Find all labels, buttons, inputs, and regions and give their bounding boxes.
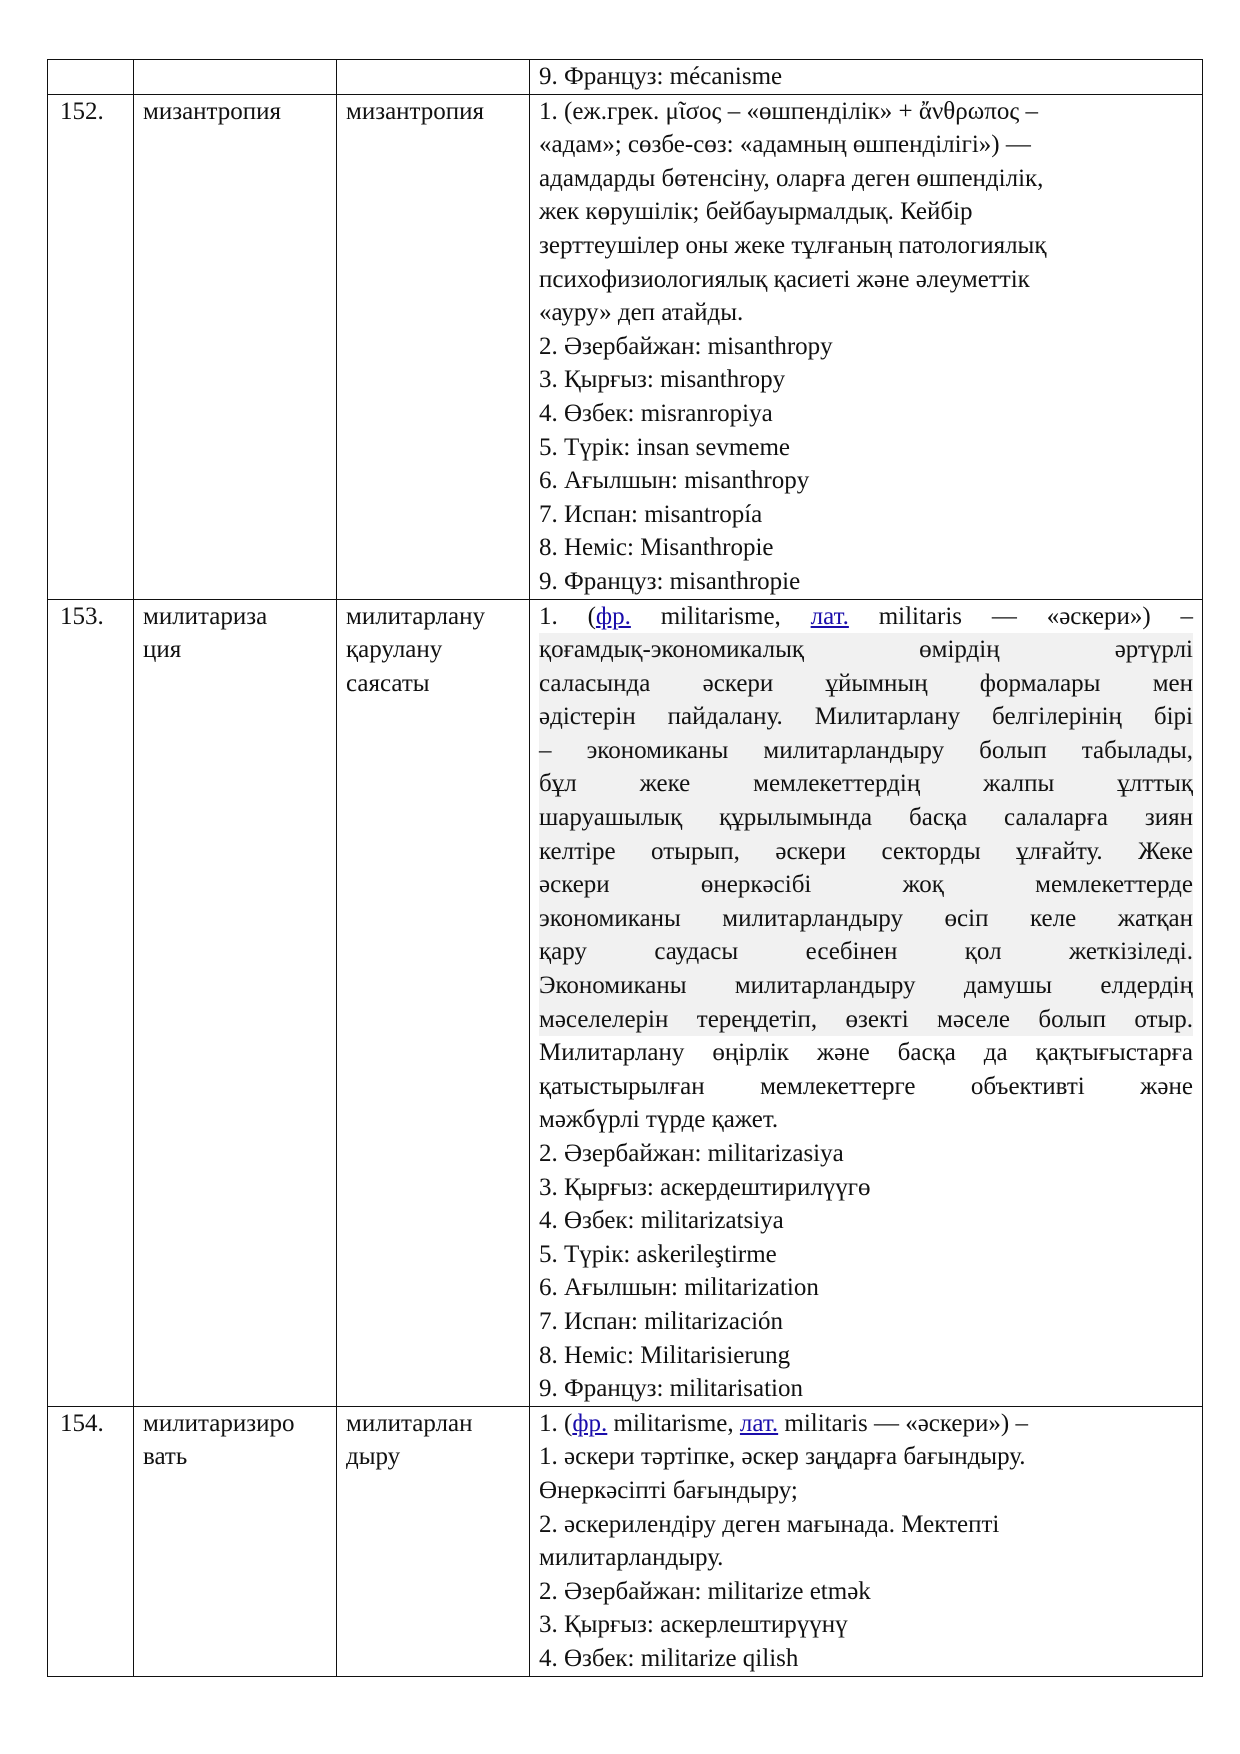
term-russian (134, 599, 337, 1406)
table-row (48, 1406, 1203, 1676)
definition-line: психофизиологиялық қасиеті және әлеуметтік (539, 265, 1030, 293)
definition-first-line: 1. (фр. militarisme, лат. militaris — «әскери») – (539, 602, 1194, 630)
definition-line: Милитарлану өңірлік және басқа да қақтығыстарға (539, 1039, 1193, 1067)
definition-line: 7. Испан: misantropía (539, 500, 763, 528)
definition-line: әскери өнеркәсібі жоқ мемлекеттерде (539, 868, 1193, 902)
definition-line: 7. Испан: militarización (539, 1307, 784, 1335)
term-russian (134, 94, 337, 599)
term-kazakh-line: дыру (346, 1443, 401, 1471)
term-kazakh-line: қарулану (346, 636, 443, 664)
definition-line: шаруашылық құрылымында басқа салаларға зиян (539, 801, 1193, 835)
term-kazakh-line: милитарлан (346, 1409, 473, 1437)
source-word: militaris — (878, 602, 1017, 630)
term-kazakh-line: мизантропия (346, 97, 485, 125)
definition-line: саласында әскери ұйымның формалары мен (539, 667, 1193, 701)
link-latin[interactable]: лат. (810, 602, 849, 630)
definition-line: 5. Түрік: insan sevmeme (539, 433, 790, 461)
dictionary-table-body (48, 60, 1203, 1677)
source-word: «әскери») – (1046, 602, 1194, 630)
definition-line: 4. Өзбек: militarize qilish (539, 1644, 799, 1672)
definition-line: адамдарды бөтенсіну, оларға деген өшпенділік, (539, 164, 1044, 192)
definition-line: 2. Әзербайжан: militarizasiya (539, 1140, 844, 1167)
definition-line: қоғамдық-экономикалық өмірдің әртүрлі (539, 633, 1193, 667)
definition-line: 8. Неміс: Misanthropie (539, 534, 774, 562)
definition-line: 2. Әзербайжан: militarize etmək (539, 1577, 871, 1605)
term-russian (134, 60, 337, 95)
link-french[interactable]: фр. (572, 1409, 608, 1437)
definition-line: 6. Ағылшын: militarization (539, 1274, 819, 1302)
definition-line: 6. Ағылшын: misanthropy (539, 467, 810, 495)
definition-line: қатыстырылған мемлекеттерге объективті және (539, 1072, 1193, 1100)
definition-line: Экономиканы милитарландыру дамушы елдердің (539, 969, 1193, 1003)
definition-line: қару саудасы есебінен қол жеткізіледі. (539, 935, 1193, 969)
entry-number (48, 60, 134, 95)
definition-prefix: 1. ( (539, 1409, 573, 1437)
definition-line: 9. Француз: militarisation (539, 1375, 803, 1403)
definition-line: милитарландыру. (539, 1544, 724, 1572)
term-kazakh (337, 94, 530, 599)
link-latin[interactable]: лат. (739, 1409, 779, 1437)
definition-line: «ауру» деп атайды. (539, 299, 744, 327)
entry-number: 154. (48, 1406, 134, 1676)
term-kazakh-line: милитарлану (346, 602, 486, 630)
table-row (48, 94, 1203, 599)
entry-definition (530, 94, 1203, 599)
definition-line: 1. әскери тәртіпке, әскер заңдарға бағындыру. (539, 1443, 1026, 1471)
definition-line: 3. Қырғыз: аскерлештирүүнү (539, 1611, 848, 1639)
term-russian-line: милитаризиро (143, 1409, 295, 1437)
definition-line: 4. Өзбек: militarizatsiya (539, 1207, 784, 1235)
source-word: militaris — «әскери») – (778, 1409, 1028, 1437)
entry-definition (530, 60, 1203, 95)
definition-line: 3. Қырғыз: аскердештирилүүгө (539, 1173, 871, 1201)
entry-definition (530, 1406, 1203, 1676)
term-kazakh (337, 599, 530, 1406)
definition-line: бұл жеке мемлекеттердің жалпы ұлттық (539, 767, 1193, 801)
definition-line: мәселелерін тереңдетіп, өзекті мәселе болып отыр. (539, 1003, 1193, 1037)
definition-first-line (539, 1407, 1193, 1441)
definition-line: 3. Қырғыз: misanthropy (539, 366, 786, 394)
definition-line: 4. Өзбек: misranropiya (539, 399, 773, 427)
term-russian-line: ция (143, 636, 182, 664)
source-word: militarisme, (660, 602, 781, 630)
definition-line: «адам»; сөзбе-сөз: «адамның өшпенділігі») — (539, 131, 1031, 159)
entry-number: 152. (48, 94, 134, 599)
definition-line: 9. Француз: misanthropie (539, 567, 801, 595)
definition-line: экономиканы милитарландыру өсіп келе жатқан (539, 902, 1193, 936)
definition-line: келтіре отырып, әскери секторды ұлғайту. Жеке (539, 835, 1193, 869)
definition-line: мәжбүрлі түрде қажет. (539, 1106, 779, 1134)
term-kazakh (337, 60, 530, 95)
definition-line: Өнеркәсіпті бағындыру; (539, 1476, 798, 1504)
definition-line: 2. әскерилендіру деген мағынада. Мектепті (539, 1510, 1000, 1538)
definition-line: жек көрушілік; бейбауырмалдық. Кейбір (539, 198, 973, 226)
term-kazakh (337, 1406, 530, 1676)
term-russian-line: милитариза (143, 602, 268, 630)
definition-line: 9. Француз: mécanisme (539, 63, 783, 90)
term-russian (134, 1406, 337, 1676)
definition-line: 8. Неміс: Militarisierung (539, 1341, 791, 1369)
definition-line: зерттеушілер оны жеке тұлғаның патологиялық (539, 231, 1047, 259)
definition-line: – экономиканы милитарландыру болып табылады, (539, 734, 1193, 768)
definition-prefix: 1. (539, 602, 558, 630)
table-row (48, 60, 1203, 95)
definition-line: 1. (еж.грек. μῖσος – «өшпенділік» + ἄνθρωπος – (539, 97, 1038, 125)
term-kazakh-line: саясаты (346, 669, 430, 697)
entry-definition (530, 599, 1203, 1406)
dictionary-table (47, 59, 1203, 1677)
definition-line: әдістерін пайдалану. Милитарлану белгілерінің бірі (539, 700, 1193, 734)
term-russian-line: мизантропия (143, 97, 282, 125)
source-word: militarisme, (607, 1409, 740, 1437)
definition-line: 2. Әзербайжан: misanthropy (539, 332, 833, 360)
link-french[interactable]: фр. (595, 602, 631, 630)
entry-number: 153. (48, 599, 134, 1406)
table-row (48, 599, 1203, 1406)
definition-line: 5. Түрік: askerileştirme (539, 1240, 777, 1268)
term-russian-line: вать (143, 1443, 188, 1471)
